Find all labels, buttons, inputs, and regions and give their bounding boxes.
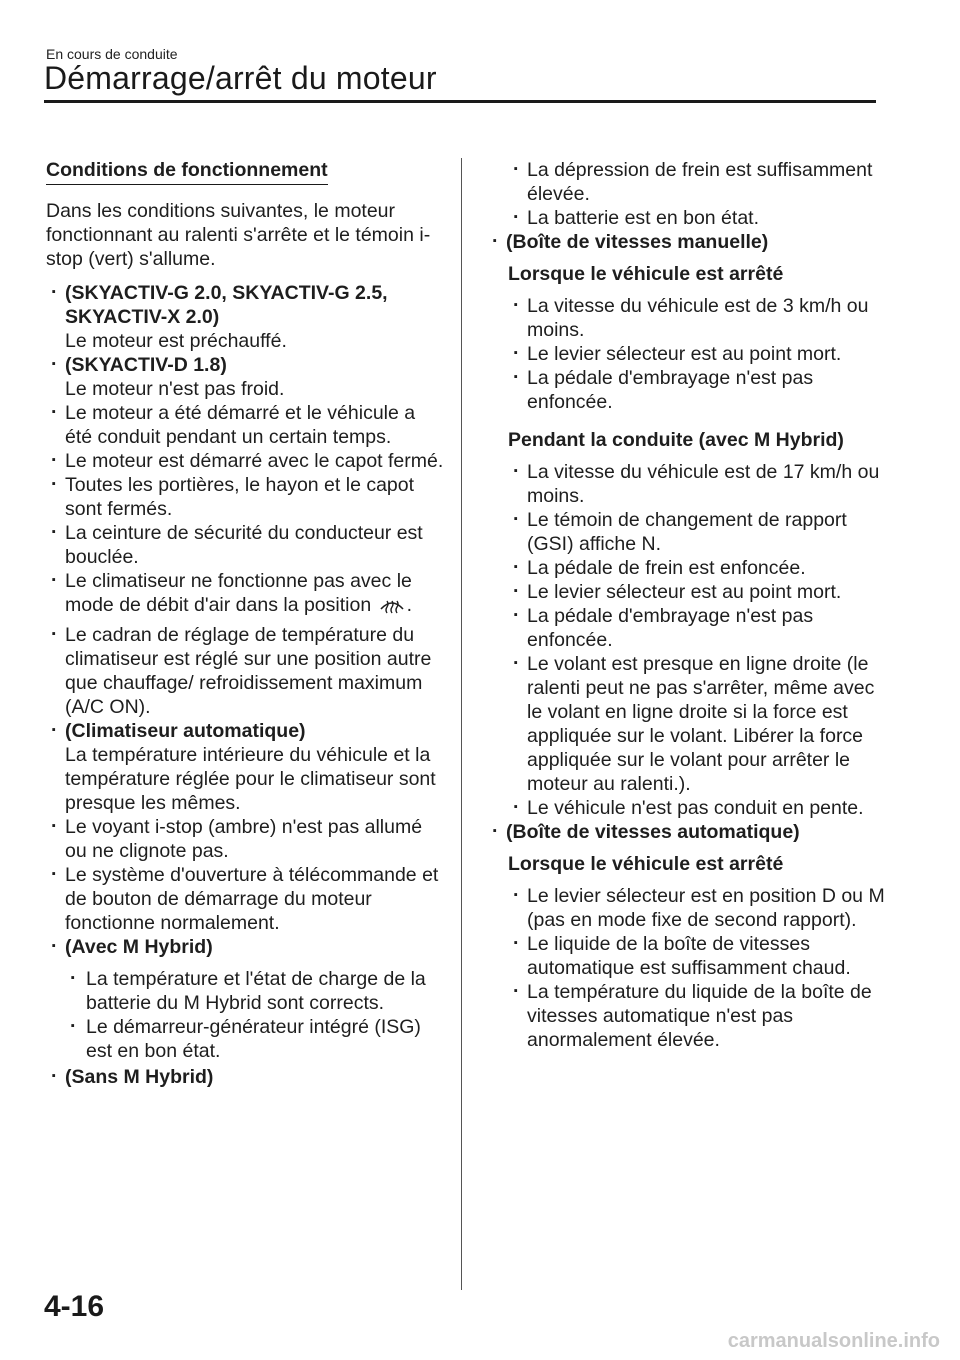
list-item: · Le véhicule n'est pas conduit en pente. — [508, 796, 888, 820]
nested-list — [65, 967, 444, 1063]
list-item: · Le cadran de réglage de température du climatiseur est réglé sur une position autre que chauffage/ refroidissement maximum (A/C ON). — [46, 623, 444, 719]
list-item: · Le volant est presque en ligne droite (le ralenti peut ne pas s'arrêter, même avec le volant en ligne droite si la force est appliquée sur le volant. Libérer la force appliquée sur le volant pour arrêter le moteur au ralenti.). — [508, 652, 888, 796]
page-number: 4-16 — [44, 1290, 105, 1323]
list-item — [46, 281, 444, 353]
list-item — [46, 1065, 444, 1089]
continued-list — [508, 158, 888, 230]
list-item: · La pédale de frein est enfoncée. — [508, 556, 888, 580]
list-item: · Toutes les portières, le hayon et le capot sont fermés. — [46, 473, 444, 521]
nested-list-item: · Le démarreur-générateur intégré (ISG) est en bon état. — [65, 1015, 444, 1063]
list-item — [46, 719, 444, 815]
list-item: · La ceinture de sécurité du conducteur est bouclée. — [46, 521, 444, 569]
automatic-transmission-label: (Boîte de vitesses automatique) — [506, 821, 800, 843]
header-divider — [44, 100, 876, 103]
transmission-list — [487, 820, 888, 844]
list-item-text: . — [406, 594, 413, 616]
list-item: · La pédale d'embrayage n'est pas enfoncée. — [508, 604, 888, 652]
section-title: Conditions de fonctionnement — [46, 158, 328, 185]
conditions-list — [46, 281, 444, 1089]
list-item-text: La température intérieure du véhicule et la température réglée pour le climatiseur sont presque les mêmes. — [65, 744, 436, 814]
list-item: · Le levier sélecteur est au point mort. — [508, 580, 888, 604]
column-divider — [461, 158, 462, 1290]
list-item — [487, 820, 888, 844]
nested-list-item: · La dépression de frein est suffisamment élevée. — [508, 158, 888, 206]
manual-driving-list — [508, 460, 888, 820]
transmission-list — [487, 230, 888, 254]
list-item — [46, 935, 444, 1063]
engine-variant-label: (SKYACTIV-G 2.0, SKYACTIV-G 2.5, SKYACTIV-X 2.0) — [65, 282, 388, 328]
auto-stopped-list — [508, 884, 888, 1052]
section-label: En cours de conduite — [46, 46, 178, 62]
nested-list-item: · La batterie est en bon état. — [508, 206, 888, 230]
list-item: · La vitesse du véhicule est de 17 km/h ou moins. — [508, 460, 888, 508]
nested-list-item: · La température et l'état de charge de la batterie du M Hybrid sont corrects. — [65, 967, 444, 1015]
list-item: · La pédale d'embrayage n'est pas enfoncée. — [508, 366, 888, 414]
engine-variant-label: (SKYACTIV-D 1.8) — [65, 354, 227, 376]
list-item: · La vitesse du véhicule est de 3 km/h ou moins. — [508, 294, 888, 342]
list-item: · Le liquide de la boîte de vitesses automatique est suffisamment chaud. — [508, 932, 888, 980]
list-item: · Le moteur a été démarré et le véhicule a été conduit pendant un certain temps. — [46, 401, 444, 449]
list-item-text: Le moteur est préchauffé. — [65, 330, 287, 352]
manual-transmission-label: (Boîte de vitesses manuelle) — [506, 231, 769, 253]
list-item: · Le voyant i-stop (ambre) n'est pas allumé ou ne clignote pas. — [46, 815, 444, 863]
list-item: · Le moteur est démarré avec le capot fermé. — [46, 449, 444, 473]
right-column — [508, 158, 888, 1052]
list-item: · Le témoin de changement de rapport (GSI) affiche N. — [508, 508, 888, 556]
list-item: · La température du liquide de la boîte de vitesses automatique n'est pas anormalement élevée. — [508, 980, 888, 1052]
subheading: Lorsque le véhicule est arrêté — [508, 853, 784, 875]
page-title: Démarrage/arrêt du moteur — [44, 60, 437, 96]
list-item: · Le système d'ouverture à télécommande et de bouton de démarrage du moteur fonctionne normalement. — [46, 863, 444, 935]
intro-paragraph: Dans les conditions suivantes, le moteur fonctionnant au ralenti s'arrête et le témoin i-stop (vert) s'allume. — [46, 200, 431, 270]
manual-stopped-list — [508, 294, 888, 414]
list-item: · Le levier sélecteur est au point mort. — [508, 342, 888, 366]
list-item — [46, 353, 444, 401]
variant-label: (Avec M Hybrid) — [65, 936, 213, 958]
list-item-text: Le climatiseur ne fonctionne pas avec le mode de débit d'air dans la position — [65, 570, 412, 616]
list-item — [46, 569, 444, 623]
variant-label: (Sans M Hybrid) — [65, 1066, 214, 1088]
left-column — [46, 158, 444, 1089]
watermark: carmanualsonline.info — [727, 1330, 940, 1352]
list-item-text: Le moteur n'est pas froid. — [65, 378, 285, 400]
list-item — [487, 230, 888, 254]
subheading: Pendant la conduite (avec M Hybrid) — [508, 429, 844, 451]
variant-label: (Climatiseur automatique) — [65, 720, 306, 742]
subheading: Lorsque le véhicule est arrêté — [508, 263, 784, 285]
defroster-icon — [379, 595, 405, 623]
list-item: · Le levier sélecteur est en position D ou M (pas en mode fixe de second rapport). — [508, 884, 888, 932]
